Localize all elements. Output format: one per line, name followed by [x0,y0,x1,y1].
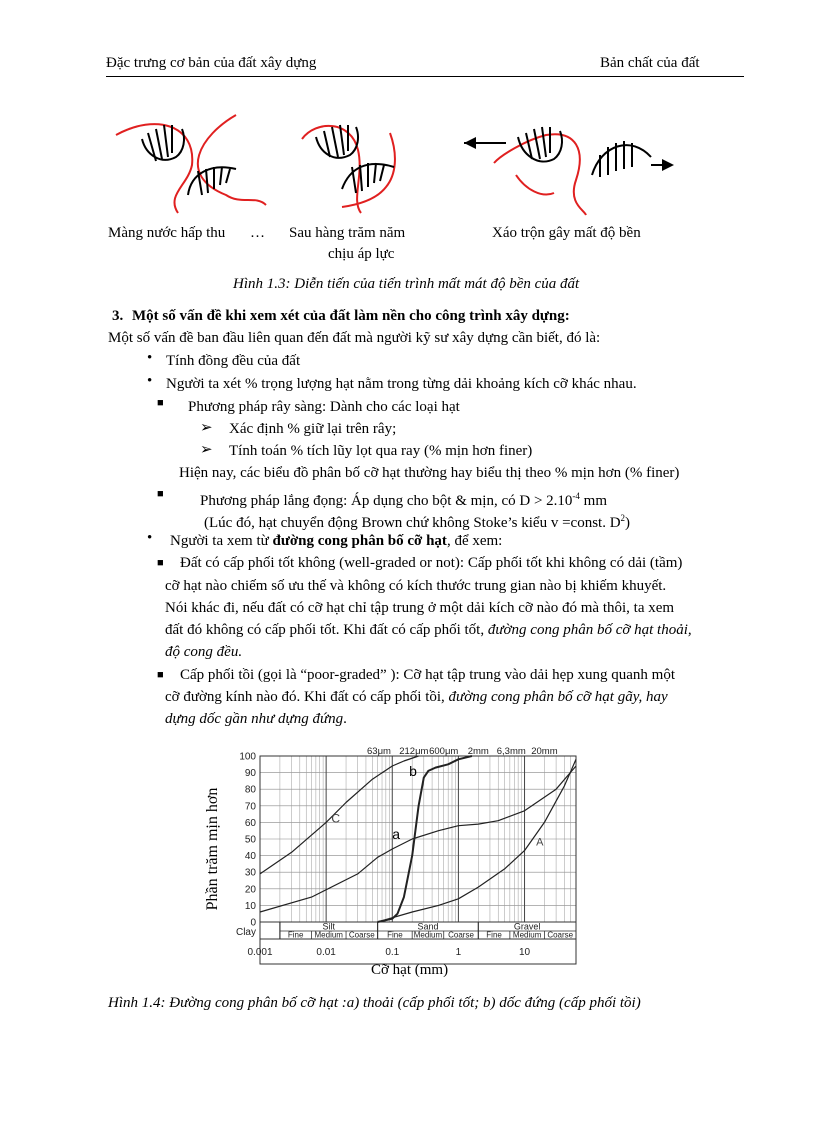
poor-graded-line-1: Cấp phối tồi (gọi là “poor-graded” ): Cỡ hạt tập trung vào dải hẹp xung quanh một [180,667,676,683]
grain-size-chart [228,744,580,980]
sieve-label: 600μm [429,746,459,757]
sub-sieve: Phương pháp rây sàng: Dành cho các loại hạt [188,399,460,415]
class-sub-label: Coarse [547,930,574,940]
sub-sieve-retained: Xác định % giữ lại trên rây; [229,421,397,437]
chart-x-label: Cỡ hạt (mm) [371,962,449,978]
y-tick-label: 0 [250,917,256,929]
class-sub-label: Fine [486,930,502,940]
header-rule [106,76,744,77]
item-curve: Người ta xem từ đường cong phân bố cỡ hạt, để xem: [170,533,503,549]
bullet-square: ■ [157,488,164,500]
bullet-square: ■ [157,669,164,681]
label-after-years: Sau hàng trăm năm [289,225,406,241]
label-ellipsis: … [250,225,265,241]
figure-1-3-caption: Hình 1.3: Diễn tiến của tiến trình mất mát độ bền của đất [233,276,580,292]
sub-sedimentation-note: (Lúc đó, hạt chuyển động Brown chứ không Stoke’s kiểu v =const. $D^2$) [204,513,631,531]
class-gravel: Gravel [513,921,541,932]
hatch [526,127,550,159]
bullet-square: ■ [157,557,164,569]
curve-label-b: b [409,762,417,779]
y-tick-label: 100 [239,751,256,763]
red-curve [516,175,554,194]
curve-label-c: C [331,811,341,826]
bullet-arrow: ➢ [200,420,213,436]
class-sub-label: Medium [413,930,443,940]
chart-y-label: Phần trăm mịn hơn [204,787,221,911]
figure-1-3-sketches [106,95,746,225]
y-tick-label: 10 [244,900,256,912]
x-tick-label: 0.1 [385,947,400,958]
class-silt: Silt [322,921,336,932]
bullet-dot: • [147,530,153,546]
hatch [600,141,632,177]
well-graded-line-3: Nói khác đi, nếu đất có cỡ hạt chỉ tập trung ở một dải kích cỡ nào đó mà thôi, ta xem [165,600,675,616]
sieve-label: 63μm [367,746,391,757]
bullet-dot: • [147,350,153,366]
label-absorbed-water: Màng nước hấp thu [108,225,226,241]
y-tick-label: 50 [244,834,256,846]
curve-A [378,759,576,922]
y-tick-label: 40 [244,851,256,863]
section-heading: Một số vấn đề khi xem xét của đất làm nền cho công trình xây dựng: [132,308,570,324]
sieve-label: 6,3mm [496,746,526,757]
header-right: Bản chất của đất [600,55,700,71]
sieve-label: 20mm [531,746,558,757]
bullet-dot: • [147,373,153,389]
curve-label-A: A [536,836,544,849]
well-graded-line-4: đất đó không có cấp phối tốt. Khi đất có cấp phối tốt, đường cong phân bố cỡ hạt thoải, [165,622,692,638]
header-left: Đặc trưng cơ bản của đất xây dựng [106,55,317,71]
class-clay: Clay [235,927,257,938]
red-curve [116,124,192,213]
curve-label-a: a [392,826,401,842]
red-curve [494,134,586,215]
sub-sieve-passing: Tính toán % tích lũy lọt qua ray (% mịn hơn finer) [229,443,533,459]
class-sub-label: Fine [287,930,304,940]
poor-graded-line-2: cỡ đường kính nào đó. Khi đất có cấp phối tồi, đường cong phân bố cỡ hạt gãy, hay [165,689,668,705]
section-intro: Một số vấn đề ban đầu liên quan đến đất mà người kỹ sư xây dựng cần biết, đó là: [108,330,601,346]
arrow-left-head [464,137,476,149]
sub-sedimentation: Phương pháp lắng đọng: Áp dụng cho bột & mịn, có $D > 2.10^{-4}$ mm [200,491,608,509]
poor-graded-line-3: dựng dốc gần như dựng đứng. [165,711,347,727]
x-tick-label: 10 [518,947,531,958]
note-finer: Hiện nay, các biểu đồ phân bố cỡ hạt thường hay biểu thị theo % mịn hơn (% finer) [179,465,680,481]
item-uniformity: Tính đồng đều của đất [166,353,301,369]
well-graded-line-1: Đất có cấp phối tốt không (well-graded or not): Cấp phối tốt khi không có dải (tầm) [180,555,683,571]
class-sub-label: Medium [314,930,343,940]
class-sub-label: Coarse [448,930,474,940]
sieve-label: 2mm [467,746,489,757]
y-tick-label: 20 [244,884,256,896]
section-number: 3. [112,308,124,324]
y-tick-label: 70 [244,801,256,813]
class-sand: Sand [417,921,439,932]
bullet-arrow: ➢ [200,442,213,458]
y-tick-label: 80 [244,784,256,796]
y-tick-label: 60 [244,817,256,829]
sieve-label: 212μm [399,746,429,757]
arrow-right-head [662,159,674,171]
class-sub-label: Coarse [348,930,375,940]
class-sub-label: Fine [387,930,403,940]
figure-1-4-caption: Hình 1.4: Đường cong phân bố cỡ hạt :a) thoải (cấp phối tốt; b) dốc đứng (cấp phối tồi) [108,995,641,1011]
item-weight-percent: Người ta xét % trọng lượng hạt nằm trong từng dải khoảng kích cỡ khác nhau. [166,376,637,392]
well-graded-line-2: cỡ hạt nào chiếm số ưu thế và không có kích thước trung gian nào bị khiếm khuyết. [165,578,667,594]
label-under-pressure: chịu áp lực [328,246,395,262]
y-tick-label: 90 [244,768,256,780]
x-tick-label: 0.01 [316,947,336,958]
x-tick-label: 1 [455,947,462,958]
label-disturbance: Xáo trộn gây mất độ bền [492,225,641,241]
bullet-square: ■ [157,397,164,409]
well-graded-line-5: độ cong đều. [165,644,243,660]
x-tick-label: 0.001 [247,947,273,958]
class-sub-label: Medium [512,930,542,940]
chart-y-label-wrap [202,784,224,914]
y-tick-label: 30 [244,867,256,879]
